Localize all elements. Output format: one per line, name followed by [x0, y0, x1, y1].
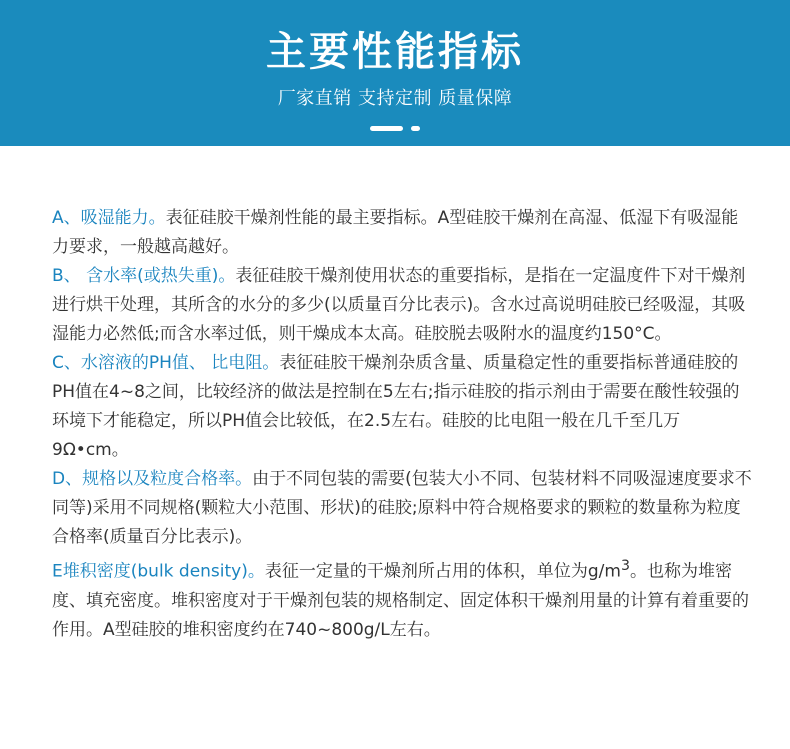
spec-item-b [52, 262, 752, 349]
spec-heading: D、规格以及粒度合格率。 [52, 469, 253, 489]
spec-heading: A、吸湿能力。 [52, 208, 166, 228]
unit-superscript: 3 [620, 558, 630, 574]
spec-text: 表征硅胶干燥剂性能的最主要指标。A型硅胶干燥剂在高湿、低湿下有吸湿能力要求，一般越高越好。 [52, 208, 739, 257]
spec-heading: E堆积密度(bulk density)。 [52, 561, 265, 582]
dash-long-icon [370, 126, 403, 131]
spec-item-a [52, 204, 752, 262]
spec-text: 表征一定量的干燥剂所占用的体积，单位为g/m [264, 561, 621, 582]
spec-text: 表征硅胶干燥剂使用状态的重要指标，是指在一定温度件下对干燥剂进行烘干处理，其所含的水分的多少(以质量百分比表示)。含水过高说明硅胶已经吸湿，其吸湿能力必然低;而含水率过低，则干燥成本太高。硅胶脱去吸附水的温度约150°C。 [52, 266, 746, 344]
spec-heading: B、 含水率(或热失重)。 [52, 266, 236, 286]
dash-short-icon [411, 126, 420, 131]
spec-item-d [52, 465, 752, 552]
spec-heading: C、水溶液的PH值、 比电阻。 [52, 353, 280, 373]
spec-list [52, 204, 752, 645]
spec-text: 由于不同包装的需要(包装大小不同、包装材料不同吸湿速度要求不同等)采用不同规格(颗粒大小范围、形状)的硅胶;原料中符合规格要求的颗粒的数量称为粒度合格率(质量百分比表示)。 [52, 469, 752, 547]
spec-item-e [52, 552, 752, 645]
spec-item-c [52, 349, 752, 465]
spec-text-continued: 。也称为堆密度、填充密度。堆积密度对于干燥剂包装的规格制定、固定体积干燥剂用量的计算有着重要的作用。A型硅胶的堆积密度约在740~800g/L左右。 [52, 561, 749, 640]
page-subtitle: 厂家直销 支持定制 质量保障 [277, 88, 513, 109]
page-title: 主要性能指标 [266, 29, 524, 75]
header-banner [0, 0, 790, 146]
spec-text: 表征硅胶干燥剂杂质含量、质量稳定性的重要指标普通硅胶的PH值在4~8之间，比较经济的做法是控制在5左右;指示硅胶的指示剂由于需要在酸性较强的环境下才能稳定，所以PH值会比较低，在2.5左右。硅胶的比电阻一般在几千至几万9Ω•cm。 [52, 353, 740, 460]
